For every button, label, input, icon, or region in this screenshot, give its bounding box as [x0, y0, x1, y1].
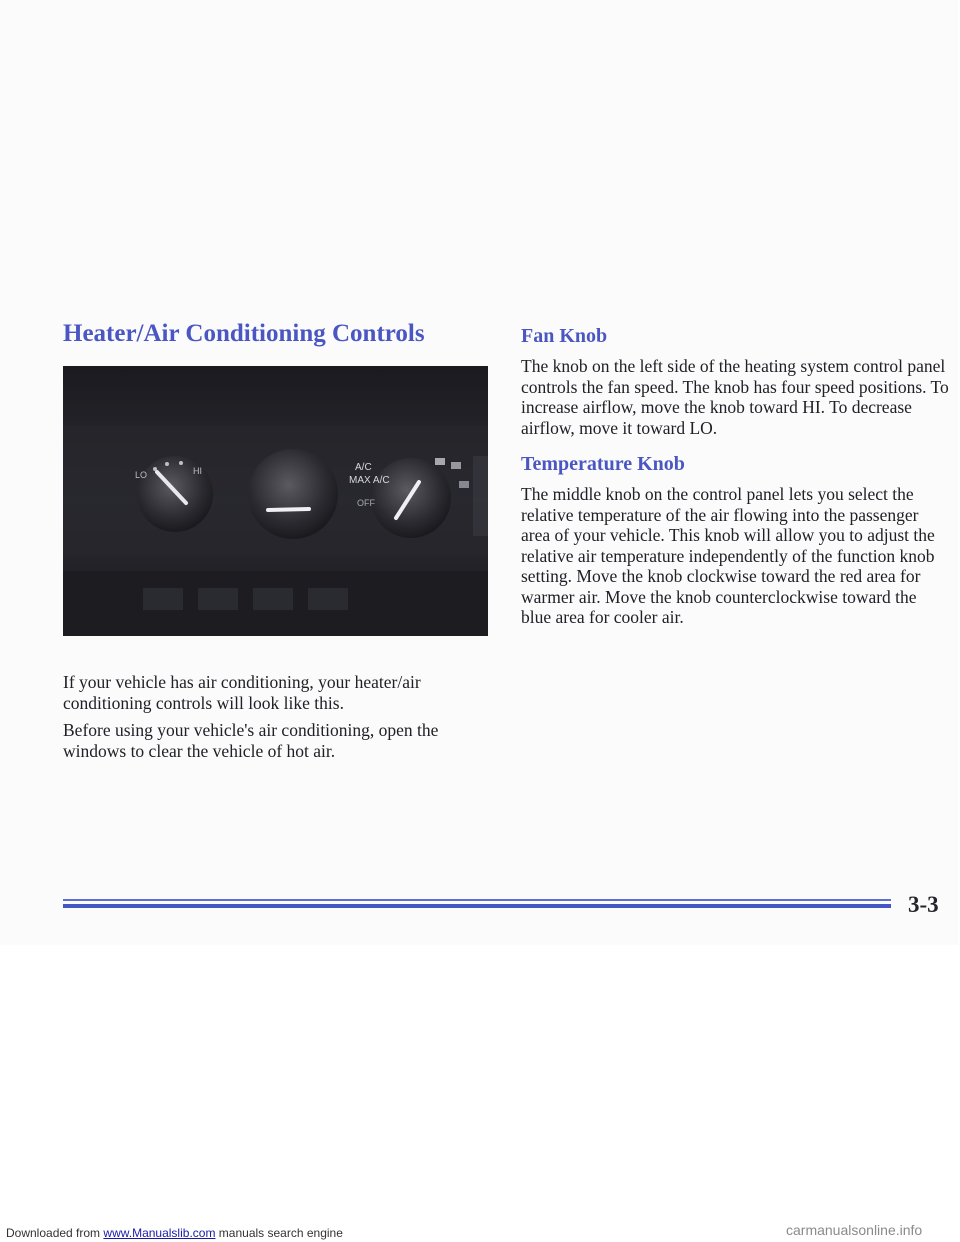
preset-button — [143, 588, 183, 610]
fan-tick — [165, 462, 169, 466]
paragraph-temperature-knob: The middle knob on the control panel lets you select the relative temperature of the air flowing into the passenger area of your vehicle. This knob will allow you to adjust the relative air temperature independently of the function knob setting. Move the knob clockwise toward the red area for warmer air. Move the knob counterclockwise toward the blue area for cooler air. — [521, 484, 935, 627]
mode-off-label: OFF — [357, 498, 375, 508]
fan-tick — [179, 461, 183, 465]
temperature-knob-pointer — [268, 509, 309, 510]
hvac-controls-photo — [63, 366, 488, 636]
preset-button — [308, 588, 348, 610]
fan-tick — [153, 467, 157, 471]
download-footer — [6, 1226, 343, 1240]
footer-prefix: Downloaded from — [6, 1226, 101, 1240]
section-heading-fan-knob: Fan Knob — [521, 325, 608, 347]
paragraph-fan-knob: The knob on the left side of the heating system control panel controls the fan speed. The knob has four speed positions. To increase airflow, move the knob toward HI. To decrease airflow, move it toward LO. — [521, 356, 949, 438]
page-number: 3-3 — [908, 892, 939, 917]
temperature-knob — [248, 449, 338, 539]
preset-button — [198, 588, 238, 610]
manualslib-link[interactable]: www.Manualslib.com — [103, 1226, 216, 1240]
watermark-text: carmanualsonline.info — [786, 1222, 923, 1238]
preset-button — [253, 588, 293, 610]
paragraph-before-using: Before using your vehicle's air conditioning, open the windows to clear the vehicle of hot air. — [63, 720, 439, 761]
mode-ac-label: A/C — [355, 462, 372, 473]
section-heading-temperature-knob: Temperature Knob — [521, 453, 685, 475]
footer-rule-thin — [63, 899, 891, 901]
mode-max-ac-label: MAX A/C — [349, 475, 390, 486]
defrost-icon — [435, 458, 445, 465]
footer-suffix: manuals search engine — [218, 1226, 343, 1240]
fan-hi-label: HI — [193, 466, 202, 476]
vent-icon — [451, 462, 461, 469]
footer-rule-thick — [63, 904, 891, 908]
paragraph-intro: If your vehicle has air conditioning, your heater/air conditioning controls will look like this. — [63, 672, 421, 713]
floor-icon — [459, 481, 469, 488]
page-title: Heater/Air Conditioning Controls — [63, 320, 425, 347]
fan-lo-label: LO — [135, 470, 148, 480]
footer-rule — [63, 896, 891, 910]
hvac-photo-svg — [63, 366, 488, 636]
panel-edge — [473, 456, 488, 536]
